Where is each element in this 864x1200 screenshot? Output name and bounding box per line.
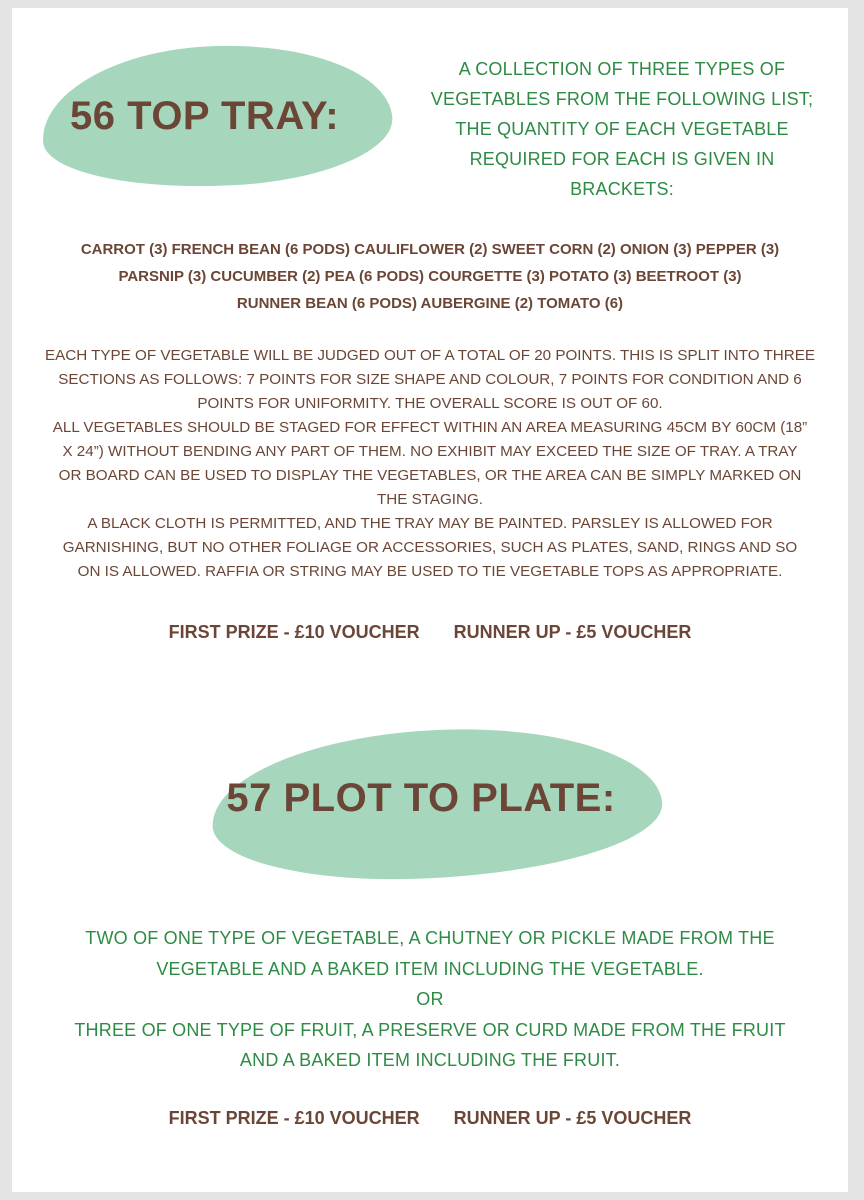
section-56-intro xyxy=(412,54,832,204)
description-line: THREE OF ONE TYPE OF FRUIT, A PRESERVE OR CURD MADE FROM THE FRUIT xyxy=(74,1019,786,1040)
rules-line: ON IS ALLOWED. RAFFIA OR STRING MAY BE USED TO TIE VEGETABLE TOPS AS APPROPRIATE. xyxy=(77,563,783,580)
intro-line: BRACKETS: xyxy=(570,179,674,199)
section-57-description xyxy=(12,923,848,1076)
vegetable-list-line: RUNNER BEAN (6 PODS) AUBERGINE (2) TOMATO (6) xyxy=(236,295,624,312)
vegetable-list xyxy=(12,236,848,317)
section-57-prizes xyxy=(12,1108,848,1129)
intro-line: THE QUANTITY OF EACH VEGETABLE xyxy=(455,119,789,139)
section-57-heading: 57 PLOT TO PLATE: xyxy=(226,776,616,820)
rules-line: EACH TYPE OF VEGETABLE WILL BE JUDGED OUT OF A TOTAL OF 20 POINTS. THIS IS SPLIT INTO THREE xyxy=(45,347,815,364)
first-prize-text: FIRST PRIZE - £10 VOUCHER xyxy=(168,1108,420,1128)
intro-line: A COLLECTION OF THREE TYPES OF xyxy=(458,59,786,79)
intro-line: VEGETABLES FROM THE FOLLOWING LIST; xyxy=(430,89,814,109)
intro-line: REQUIRED FOR EACH IS GIVEN IN xyxy=(469,149,775,169)
section-56-prizes xyxy=(12,622,848,643)
rules-line: POINTS FOR UNIFORMITY. THE OVERALL SCORE IS OUT OF 60. xyxy=(197,395,663,412)
description-line: VEGETABLE AND A BAKED ITEM INCLUDING THE VEGETABLE. xyxy=(156,958,704,979)
first-prize-text: FIRST PRIZE - £10 VOUCHER xyxy=(168,622,420,642)
rules-line: OR BOARD CAN BE USED TO DISPLAY THE VEGETABLES, OR THE AREA CAN BE SIMPLY MARKED ON xyxy=(58,467,802,484)
rules-line: SECTIONS AS FOLLOWS: 7 POINTS FOR SIZE SHAPE AND COLOUR, 7 POINTS FOR CONDITION AND 6 xyxy=(58,371,802,388)
rules-line: X 24”) WITHOUT BENDING ANY PART OF THEM. NO EXHIBIT MAY EXCEED THE SIZE OF TRAY. A TRAY xyxy=(62,443,798,460)
description-line: OR xyxy=(416,989,444,1009)
rules-line: A BLACK CLOTH IS PERMITTED, AND THE TRAY MAY BE PAINTED. PARSLEY IS ALLOWED FOR xyxy=(87,515,773,532)
runner-up-text: RUNNER UP - £5 VOUCHER xyxy=(453,622,692,642)
section-56-heading: 56 TOP TRAY: xyxy=(70,94,340,138)
page-sheet xyxy=(12,8,848,1192)
description-line: AND A BAKED ITEM INCLUDING THE FRUIT. xyxy=(239,1050,621,1070)
rules-line: ALL VEGETABLES SHOULD BE STAGED FOR EFFECT WITHIN AN AREA MEASURING 45CM BY 60CM (18” xyxy=(52,419,808,436)
runner-up-text: RUNNER UP - £5 VOUCHER xyxy=(453,1108,692,1128)
vegetable-list-line: PARSNIP (3) CUCUMBER (2) PEA (6 PODS) COURGETTE (3) POTATO (3) BEETROOT (3) xyxy=(118,268,742,285)
description-line: TWO OF ONE TYPE OF VEGETABLE, A CHUTNEY OR PICKLE MADE FROM THE xyxy=(85,928,775,948)
rules-line: THE STAGING. xyxy=(376,491,484,508)
rules-line: GARNISHING, BUT NO OTHER FOLIAGE OR ACCESSORIES, SUCH AS PLATES, SAND, RINGS AND SO xyxy=(62,539,798,556)
vegetable-list-line: CARROT (3) FRENCH BEAN (6 PODS) CAULIFLOWER (2) SWEET CORN (2) ONION (3) PEPPER (3) xyxy=(80,241,780,258)
judging-rules xyxy=(30,344,830,584)
